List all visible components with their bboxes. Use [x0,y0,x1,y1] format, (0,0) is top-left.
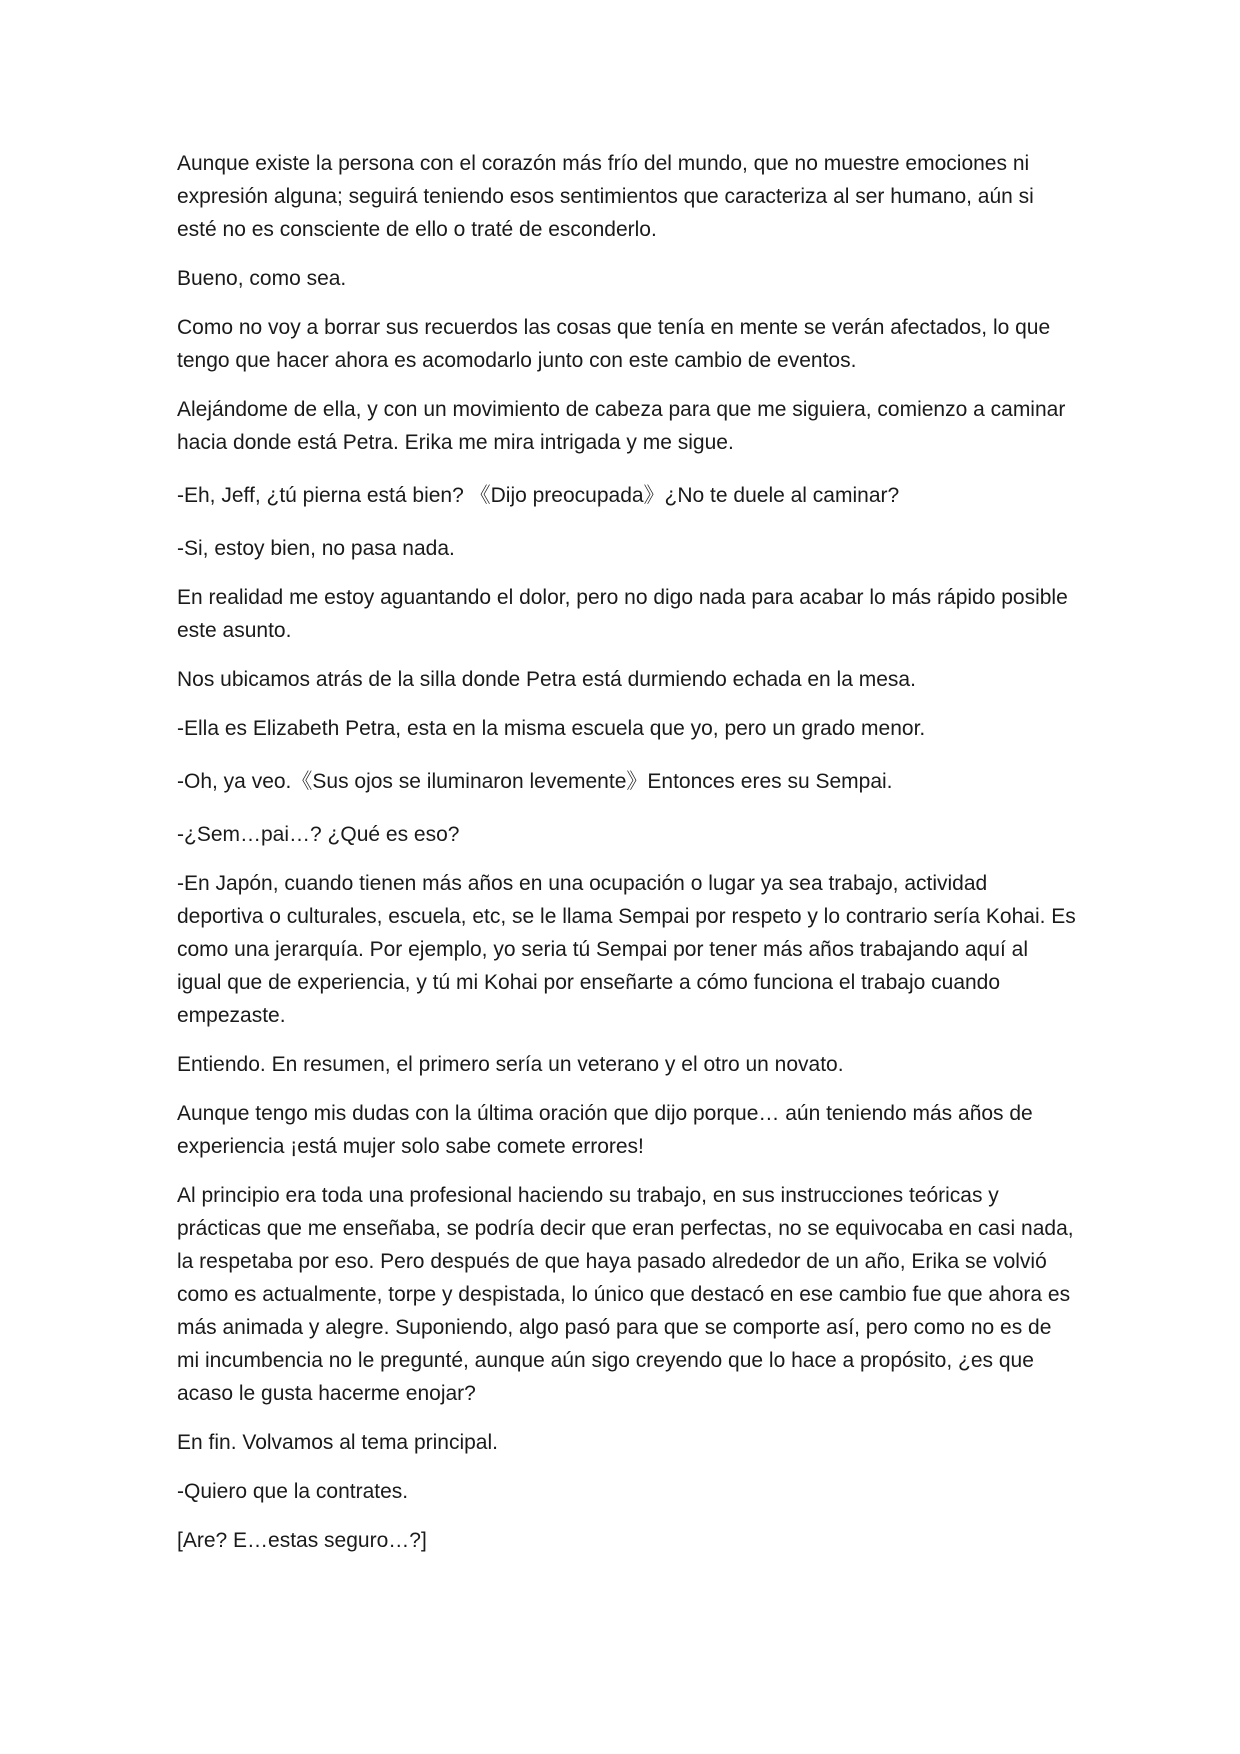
paragraph: Alejándome de ella, y con un movimiento de cabeza para que me siguiera, comienzo a caminar hacia donde está Petra. Erika me mira intrigada y me sigue. [177,398,1066,454]
paragraph: Bueno, como sea. [177,267,347,290]
dialogue-line: -¿Sem…pai…? ¿Qué es eso? [177,823,460,846]
dialogue-line: -Quiero que la contrates. [177,1480,409,1503]
paragraph: Como no voy a borrar sus recuerdos las cosas que tenía en mente se verán afectados, lo que tengo que hacer ahora es acomodarlo junto con este cambio de eventos. [177,316,1051,372]
dialogue-line: -En Japón, cuando tienen más años en una ocupación o lugar ya sea trabajo, actividad deportiva o culturales, escuela, etc, se le llama Sempai por respeto y lo contrario sería Kohai. Es como una jerarquía. Por ejemplo, yo seria tú Sempai por tener más años trabajando aquí al igual que de experiencia, y tú mi Kohai por enseñarte a cómo funciona el trabajo cuando empezaste. [177,872,1076,1027]
paragraph: En fin. Volvamos al tema principal. [177,1431,498,1454]
dialogue-line: -Si, estoy bien, no pasa nada. [177,537,455,560]
paragraph: Entiendo. En resumen, el primero sería un veterano y el otro un novato. [177,1053,844,1076]
paragraph: Aunque existe la persona con el corazón más frío del mundo, que no muestre emociones ni expresión alguna; seguirá teniendo esos sentimientos que caracteriza al ser humano, aún si esté no es consciente de ello o traté de esconderlo. [177,152,1034,241]
dialogue-line: -Oh, ya veo.《Sus ojos se iluminaron levemente》Entonces eres su Sempai. [177,770,893,793]
paragraph: Nos ubicamos atrás de la silla donde Petra está durmiendo echada en la mesa. [177,668,916,691]
paragraph: Al principio era toda una profesional haciendo su trabajo, en sus instrucciones teóricas y prácticas que me enseñaba, se podría decir que eran perfectas, no se equivocaba en casi nada, la respetaba por eso. Pero después de que haya pasado alrededor de un año, Erika se volvió como es actualmente, torpe y despistada, lo único que destacó en ese cambio fue que ahora es más animada y alegre. Suponiendo, algo pasó para que se comporte así, pero como no es de mi incumbencia no le pregunté, aunque aún sigo creyendo que lo hace a propósito, ¿es que acaso le gusta hacerme enojar? [177,1184,1074,1405]
dialogue-line: -Ella es Elizabeth Petra, esta en la misma escuela que yo, pero un grado menor. [177,717,926,740]
paragraph: En realidad me estoy aguantando el dolor, pero no digo nada para acabar lo más rápido posible este asunto. [177,586,1068,642]
body-text [177,147,1077,1573]
dialogue-line: -Eh, Jeff, ¿tú pierna está bien? 《Dijo preocupada》¿No te duele al caminar? [177,484,900,507]
dialogue-line: [Are? E…estas seguro…?] [177,1529,427,1552]
paragraph: Aunque tengo mis dudas con la última oración que dijo porque… aún teniendo más años de experiencia ¡está mujer solo sabe comete errores! [177,1102,1033,1158]
